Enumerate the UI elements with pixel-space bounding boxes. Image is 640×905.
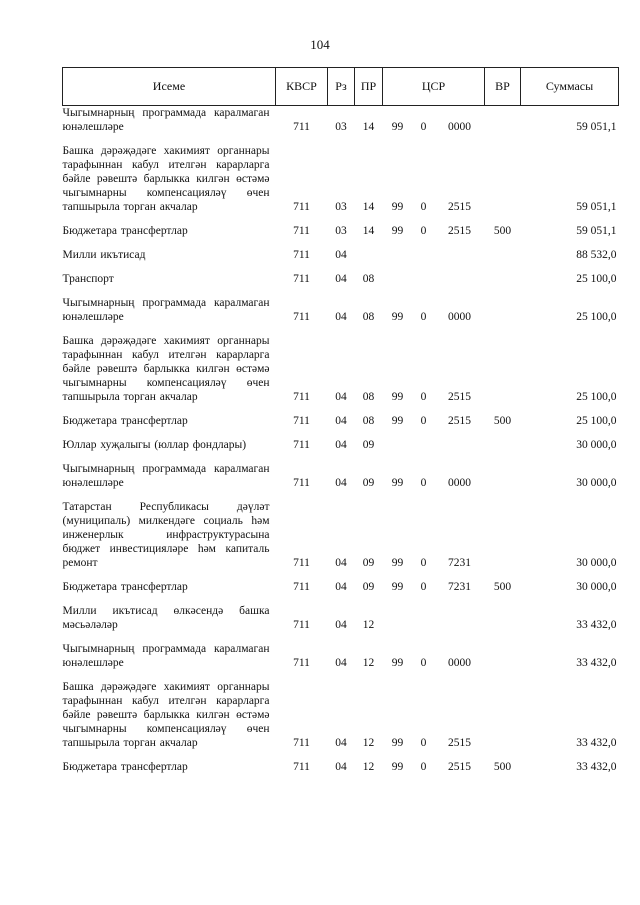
cell-vr — [485, 328, 521, 408]
cell-name: Милли икътисад — [62, 249, 146, 261]
cell-csr-item: 2515 — [448, 761, 471, 773]
cell-rz: 04 — [335, 557, 347, 569]
cell-rz: 04 — [335, 737, 347, 749]
cell-csr-program: 99 — [391, 121, 404, 133]
cell-csr-program: 99 — [391, 415, 404, 427]
cell-pr: 09 — [362, 581, 375, 593]
cell-sum: 59 051,1 — [576, 225, 617, 237]
cell-csr-program: 99 — [391, 391, 404, 403]
cell-csr-subprogram: 0 — [420, 477, 427, 489]
header-kvsr: КВСР — [276, 68, 328, 106]
table-body — [63, 106, 619, 779]
cell-csr-subprogram — [413, 432, 435, 456]
cell-rz: 04 — [335, 477, 347, 489]
cell-pr: 12 — [362, 619, 375, 631]
cell-kvsr: 711 — [293, 415, 310, 427]
table-row — [63, 290, 619, 328]
cell-csr-item: 0000 — [448, 657, 471, 669]
cell-pr: 14 — [362, 225, 375, 237]
table-row — [63, 636, 619, 674]
cell-rz: 03 — [335, 201, 347, 213]
cell-pr: 08 — [362, 273, 375, 285]
cell-name: Милли икътисад өлкәсендә башка мәсьәләләр — [62, 605, 270, 631]
cell-vr — [485, 290, 521, 328]
cell-vr — [485, 106, 521, 139]
cell-csr-subprogram: 0 — [420, 415, 427, 427]
cell-pr: 14 — [362, 121, 375, 133]
cell-kvsr: 711 — [293, 273, 310, 285]
cell-csr-program: 99 — [391, 201, 404, 213]
cell-csr-subprogram: 0 — [420, 121, 427, 133]
cell-kvsr: 711 — [293, 311, 310, 323]
cell-csr-subprogram: 0 — [420, 761, 427, 773]
cell-csr-subprogram: 0 — [420, 557, 427, 569]
cell-vr — [485, 674, 521, 754]
cell-pr: 12 — [362, 761, 375, 773]
table-row — [63, 266, 619, 290]
cell-kvsr: 711 — [293, 121, 310, 133]
page-number: 104 — [310, 37, 330, 52]
cell-csr-subprogram: 0 — [420, 581, 427, 593]
cell-csr-item: 7231 — [448, 581, 471, 593]
cell-rz: 04 — [335, 415, 347, 427]
cell-csr-subprogram: 0 — [420, 311, 427, 323]
cell-kvsr: 711 — [293, 391, 310, 403]
cell-rz: 04 — [335, 439, 347, 451]
cell-csr-program: 99 — [391, 557, 404, 569]
cell-pr: 08 — [362, 391, 375, 403]
cell-vr: 500 — [493, 225, 512, 237]
cell-csr-program: 99 — [391, 477, 404, 489]
cell-name: Башка дәрәҗәдәге хакимият органнары тарафыннан кабул ителгән карарларга бәйле рәвештә барлыкка килгән өстәмә чыгымнарны компенсацияләү өчен тапшырыла торган акчалар — [62, 681, 270, 749]
table-row — [63, 456, 619, 494]
cell-pr: 14 — [362, 201, 375, 213]
header-rz: Рз — [328, 68, 355, 106]
cell-rz: 04 — [335, 657, 347, 669]
cell-vr — [485, 598, 521, 636]
cell-vr — [485, 636, 521, 674]
cell-vr — [485, 266, 521, 290]
table-row — [63, 138, 619, 218]
cell-csr-program — [383, 242, 413, 266]
cell-pr: 12 — [362, 737, 375, 749]
cell-vr: 500 — [493, 761, 512, 773]
cell-csr-program: 99 — [391, 657, 404, 669]
cell-rz: 03 — [335, 121, 347, 133]
cell-kvsr: 711 — [293, 225, 310, 237]
table-row — [63, 242, 619, 266]
cell-name: Татарстан Республикасы дәүләт (муниципаль) милкендәге социаль һәм инженерлык инфраструктурасына бюджет инвестицияләре һәм капиталь ремонт — [62, 501, 270, 569]
cell-name: Бюджетара трансфертлар — [62, 761, 188, 773]
cell-vr: 500 — [493, 581, 512, 593]
cell-rz: 04 — [335, 273, 347, 285]
cell-pr: 09 — [362, 557, 375, 569]
table-row — [63, 674, 619, 754]
header-vr: ВР — [485, 68, 521, 106]
cell-pr — [355, 242, 383, 266]
cell-csr-program — [383, 432, 413, 456]
cell-vr — [485, 138, 521, 218]
table-row — [63, 408, 619, 432]
cell-kvsr: 711 — [293, 201, 310, 213]
cell-csr-item — [435, 266, 485, 290]
cell-sum: 33 432,0 — [576, 619, 617, 631]
cell-sum: 59 051,1 — [576, 121, 617, 133]
cell-kvsr: 711 — [293, 737, 310, 749]
cell-name: Юллар хуҗалыгы (юллар фондлары) — [62, 439, 247, 451]
cell-name: Чыгымнарның программада каралмаган юнәлешләре — [62, 463, 270, 489]
cell-kvsr: 711 — [293, 249, 310, 261]
cell-vr — [485, 456, 521, 494]
cell-sum: 33 432,0 — [576, 737, 617, 749]
header-csr: ЦСР — [383, 68, 485, 106]
table-row — [63, 598, 619, 636]
cell-csr-item — [435, 432, 485, 456]
cell-name: Бюджетара трансфертлар — [62, 581, 188, 593]
cell-rz: 04 — [335, 391, 347, 403]
table-row — [63, 754, 619, 778]
table-header-row — [63, 68, 619, 106]
cell-pr: 08 — [362, 415, 375, 427]
cell-csr-item: 2515 — [448, 201, 471, 213]
header-sum: Суммасы — [521, 68, 619, 106]
cell-vr — [485, 242, 521, 266]
cell-vr — [485, 432, 521, 456]
cell-sum: 33 432,0 — [576, 657, 617, 669]
cell-sum: 33 432,0 — [576, 761, 617, 773]
cell-csr-subprogram: 0 — [420, 737, 427, 749]
cell-name: Чыгымнарның программада каралмаган юнәлешләре — [62, 107, 270, 133]
cell-sum: 25 100,0 — [576, 415, 617, 427]
cell-rz: 04 — [335, 311, 347, 323]
cell-sum: 30 000,0 — [576, 477, 617, 489]
table-row — [63, 494, 619, 574]
budget-table — [62, 67, 619, 778]
cell-csr-item: 2515 — [448, 737, 471, 749]
cell-sum: 25 100,0 — [576, 311, 617, 323]
header-pr: ПР — [355, 68, 383, 106]
cell-rz: 04 — [335, 249, 347, 261]
cell-name: Башка дәрәҗәдәге хакимият органнары тарафыннан кабул ителгән карарларга бәйле рәвештә барлыкка килгән өстәмә чыгымнарны компенсацияләү өчен тапшырыла торган акчалар — [62, 335, 270, 403]
cell-csr-program — [383, 598, 413, 636]
cell-csr-subprogram: 0 — [420, 225, 427, 237]
cell-csr-item: 7231 — [448, 557, 471, 569]
cell-csr-program: 99 — [391, 581, 404, 593]
cell-name: Бюджетара трансфертлар — [62, 225, 188, 237]
cell-csr-program: 99 — [391, 761, 404, 773]
cell-csr-item: 0000 — [448, 477, 471, 489]
cell-csr-item: 0000 — [448, 311, 471, 323]
cell-csr-item — [435, 242, 485, 266]
table-row — [63, 218, 619, 242]
cell-kvsr: 711 — [293, 657, 310, 669]
cell-sum: 88 532,0 — [576, 249, 617, 261]
cell-csr-item: 2515 — [448, 391, 471, 403]
cell-csr-program: 99 — [391, 737, 404, 749]
cell-name: Бюджетара трансфертлар — [62, 415, 188, 427]
cell-name: Транспорт — [62, 273, 114, 285]
cell-rz: 03 — [335, 225, 347, 237]
cell-pr: 12 — [362, 657, 375, 669]
cell-csr-item — [435, 598, 485, 636]
cell-sum: 30 000,0 — [576, 557, 617, 569]
cell-name: Чыгымнарның программада каралмаган юнәлешләре — [62, 297, 270, 323]
cell-pr: 08 — [362, 311, 375, 323]
header-name: Исеме — [63, 68, 276, 106]
cell-csr-subprogram — [413, 242, 435, 266]
cell-csr-program — [383, 266, 413, 290]
cell-csr-subprogram — [413, 266, 435, 290]
cell-csr-program: 99 — [391, 225, 404, 237]
cell-kvsr: 711 — [293, 439, 310, 451]
cell-csr-item: 2515 — [448, 225, 471, 237]
table-row — [63, 328, 619, 408]
cell-csr-subprogram — [413, 598, 435, 636]
cell-csr-subprogram: 0 — [420, 201, 427, 213]
cell-name: Башка дәрәҗәдәге хакимият органнары тарафыннан кабул ителгән карарларга бәйле рәвештә барлыкка килгән өстәмә чыгымнарны компенсацияләү өчен тапшырыла торган акчалар — [62, 145, 270, 213]
table-row — [63, 432, 619, 456]
cell-sum: 25 100,0 — [576, 273, 617, 285]
cell-csr-subprogram: 0 — [420, 657, 427, 669]
cell-kvsr: 711 — [293, 761, 310, 773]
cell-kvsr: 711 — [293, 477, 310, 489]
cell-rz: 04 — [335, 619, 347, 631]
cell-sum: 30 000,0 — [576, 581, 617, 593]
cell-csr-subprogram: 0 — [420, 391, 427, 403]
table-row — [63, 574, 619, 598]
cell-vr — [485, 494, 521, 574]
cell-sum: 30 000,0 — [576, 439, 617, 451]
cell-vr: 500 — [493, 415, 512, 427]
table-row — [63, 106, 619, 139]
cell-sum: 59 051,1 — [576, 201, 617, 213]
cell-rz: 04 — [335, 581, 347, 593]
cell-kvsr: 711 — [293, 619, 310, 631]
cell-sum: 25 100,0 — [576, 391, 617, 403]
cell-rz: 04 — [335, 761, 347, 773]
cell-pr: 09 — [362, 439, 375, 451]
cell-kvsr: 711 — [293, 557, 310, 569]
cell-pr: 09 — [362, 477, 375, 489]
cell-csr-program: 99 — [391, 311, 404, 323]
cell-csr-item: 0000 — [448, 121, 471, 133]
cell-kvsr: 711 — [293, 581, 310, 593]
cell-csr-item: 2515 — [448, 415, 471, 427]
cell-name: Чыгымнарның программада каралмаган юнәлешләре — [62, 643, 270, 669]
